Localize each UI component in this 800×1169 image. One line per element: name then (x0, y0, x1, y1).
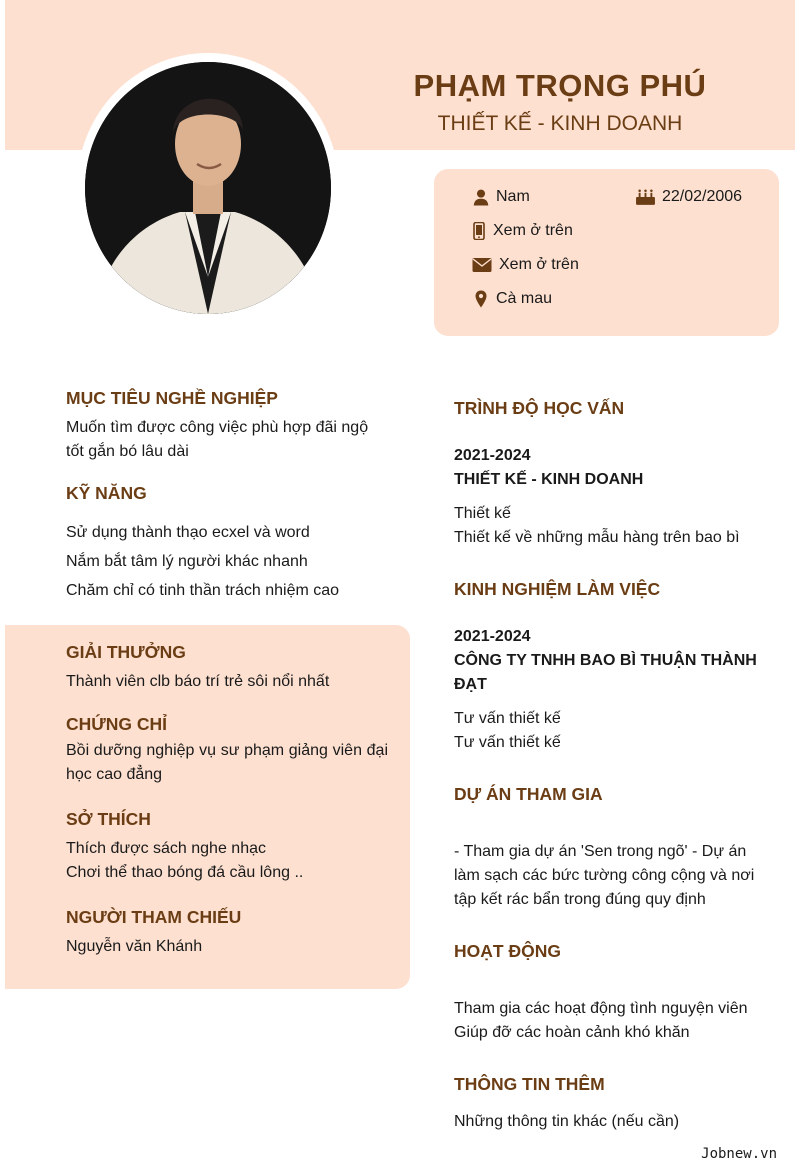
experience-company: CÔNG TY TNHH BAO BÌ THUẬN THÀNH ĐẠT (454, 652, 757, 693)
awards-title: GIẢI THƯỞNG (66, 642, 186, 662)
user-icon (472, 188, 490, 206)
gender-text: Nam (496, 188, 530, 205)
objective-title: MỤC TIÊU NGHỀ NGHIỆP (66, 388, 278, 408)
candidate-position: THIẾT KẾ - KINH DOANH (437, 112, 683, 135)
envelope-icon (472, 256, 492, 274)
references-text: Nguyễn văn Khánh (66, 938, 203, 955)
skill-item: Chăm chỉ có tinh thần trách nhiệm cao (66, 582, 340, 599)
contact-address (474, 290, 552, 308)
hobby-line: Thích được sách nghe nhạc (66, 840, 266, 857)
objective-text: Muốn tìm được công việc phù hợp đãi ngộ tốt gắn bó lâu dài (66, 419, 369, 460)
candidate-name: PHẠM TRỌNG PHÚ (413, 68, 707, 103)
experience-line: Tư vấn thiết kế (454, 734, 561, 751)
birthday-cake-icon (635, 188, 656, 206)
education-period: 2021-2024 (454, 447, 531, 464)
certificates-title: CHỨNG CHỈ (66, 714, 168, 734)
education-line: Thiết kế về những mẫu hàng trên bao bì (454, 529, 740, 546)
hobby-line: Chơi thể thao bóng đá cầu lông .. (66, 864, 304, 881)
experience-line: Tư vấn thiết kế (454, 710, 561, 727)
email-text: Xem ở trên (499, 256, 579, 273)
projects-title: DỰ ÁN THAM GIA (454, 784, 603, 804)
projects-text: - Tham gia dự án 'Sen trong ngõ' - Dự án làm sạch các bức tường công cộng và nơi tập kết rác bẩn trong đúng quy định (454, 843, 755, 908)
contact-birthday (635, 188, 742, 206)
education-school: THIẾT KẾ - KINH DOANH (454, 471, 644, 488)
experience-title: KINH NGHIỆM LÀM VIỆC (454, 579, 661, 599)
skill-item: Nắm bắt tâm lý người khác nhanh (66, 553, 308, 570)
references-title: NGƯỜI THAM CHIẾU (66, 907, 242, 927)
phone-text: Xem ở trên (493, 222, 573, 239)
contact-phone (472, 222, 573, 240)
map-marker-icon (474, 290, 488, 308)
awards-text: Thành viên clb báo trí trẻ sôi nổi nhất (66, 673, 330, 690)
education-line: Thiết kế (454, 505, 511, 522)
footer-brand: Jobnew.vn (701, 1146, 777, 1162)
education-title: TRÌNH ĐỘ HỌC VẤN (454, 398, 625, 418)
certificates-text: Bồi dưỡng nghiệp vụ sư phạm giảng viên đại học cao đẳng (66, 742, 388, 783)
skill-item: Sử dụng thành thạo ecxel và word (66, 524, 310, 541)
additional-title: THÔNG TIN THÊM (454, 1074, 605, 1094)
address-text: Cà mau (496, 290, 553, 307)
skills-title: KỸ NĂNG (66, 483, 147, 503)
hobbies-title: SỞ THÍCH (66, 809, 151, 829)
activities-title: HOẠT ĐỘNG (454, 941, 561, 961)
contact-email (472, 256, 579, 274)
phone-icon (472, 222, 486, 240)
contact-box (434, 169, 779, 336)
activity-line: Giúp đỡ các hoàn cảnh khó khăn (454, 1024, 690, 1041)
additional-text: Những thông tin khác (nếu cần) (454, 1113, 680, 1130)
birthday-text: 22/02/2006 (662, 188, 743, 205)
contact-gender (472, 188, 530, 206)
avatar (85, 62, 331, 314)
experience-period: 2021-2024 (454, 628, 531, 645)
activity-line: Tham gia các hoạt động tình nguyện viên (454, 1000, 748, 1017)
